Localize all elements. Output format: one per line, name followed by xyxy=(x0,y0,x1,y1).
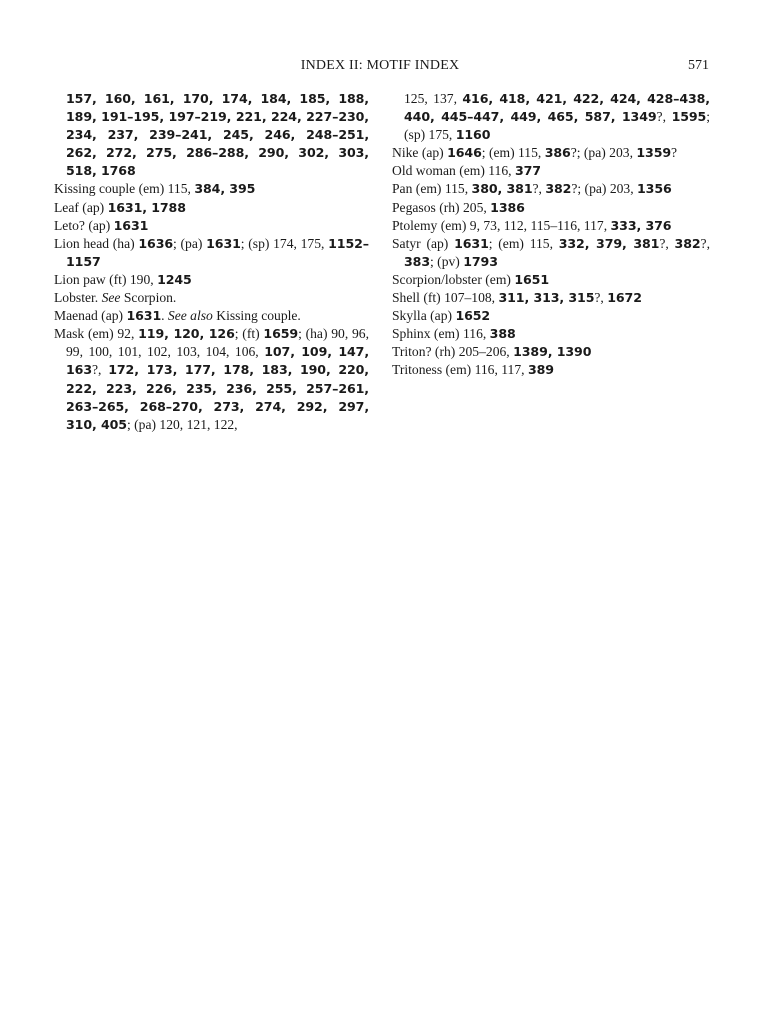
entry-text: ?, xyxy=(700,235,710,251)
catalog-numbers: 382 xyxy=(674,235,701,251)
entry-text: Maenad (ap) xyxy=(54,308,127,324)
entry-text: ?, xyxy=(92,362,109,378)
index-entry-continuation xyxy=(392,90,710,144)
catalog-numbers: 384, 395 xyxy=(194,181,256,197)
entry-text: Scorpion/lobster (em) xyxy=(392,271,515,287)
entry-text: Leaf (ap) xyxy=(54,199,108,215)
entry-text: 125, 137, xyxy=(404,91,463,106)
catalog-numbers: 383 xyxy=(404,253,430,269)
entry-text: Kissing couple. xyxy=(212,308,301,324)
cross-reference-label: See also xyxy=(167,308,213,324)
index-entry xyxy=(392,343,710,361)
catalog-numbers: 416, 418, 421, 422, 424, 428–438, 440, 445–447, 449, 465, 587, 1349 xyxy=(404,91,710,125)
catalog-numbers: 1356 xyxy=(637,181,672,197)
entry-text: ? xyxy=(671,145,678,161)
catalog-numbers: 157, 160, 161, 170, 174, 184, 185, 188, 189, 191–195, 197–219, 221, 224, 227–230, 234, 237, 239–241, 245, 246, 248–251, 262, 272, 275, 286–288, 290, 302, 303, 518, 1768 xyxy=(66,91,369,179)
catalog-numbers: 332, 379, 381 xyxy=(558,235,660,251)
entry-text: Pegasos (rh) 205, xyxy=(392,199,491,215)
index-entry xyxy=(392,180,710,198)
entry-text: . xyxy=(161,308,168,324)
entry-text: Mask (em) 92, xyxy=(54,326,139,342)
catalog-numbers: 388 xyxy=(489,326,516,342)
catalog-numbers: 1646 xyxy=(447,145,482,161)
catalog-numbers: 1672 xyxy=(607,290,642,306)
cross-reference-label: See xyxy=(101,290,121,306)
catalog-numbers: 1793 xyxy=(463,253,498,269)
entry-text: Skylla (ap) xyxy=(392,308,456,324)
index-entry-continuation xyxy=(54,90,369,180)
entry-text: Ptolemy (em) 9, 73, 112, 115–116, 117, xyxy=(392,217,611,233)
catalog-numbers: 1652 xyxy=(455,308,491,324)
entry-text: ; (sp) 174, 175, xyxy=(240,235,329,251)
catalog-numbers: 1631, 1788 xyxy=(107,199,186,215)
catalog-numbers: 1389, 1390 xyxy=(513,344,592,360)
catalog-numbers: 1631 xyxy=(113,217,149,233)
catalog-numbers: 382 xyxy=(545,181,572,197)
entry-text: Satyr (ap) xyxy=(392,235,455,251)
catalog-numbers: 333, 376 xyxy=(610,217,672,233)
index-entry xyxy=(54,271,369,289)
entry-text: Kissing couple (em) 115, xyxy=(54,181,195,197)
entry-text: ?, xyxy=(594,290,608,306)
catalog-numbers: 107, 109, 147, 163 xyxy=(66,344,370,378)
index-entry xyxy=(392,235,710,271)
catalog-numbers: 172, 173, 177, 178, 183, 190, 220, 222, 223, 226, 235, 236, 255, 257–261, 263–265, 268–270, 273, 274, 292, 297, 310, 405 xyxy=(66,362,369,432)
entry-text: ; (em) 115, xyxy=(488,235,559,251)
index-entry xyxy=(392,361,710,379)
entry-text: Sphinx (em) 116, xyxy=(392,326,490,342)
index-entry xyxy=(54,289,369,307)
catalog-numbers: 311, 313, 315 xyxy=(498,290,595,306)
catalog-numbers: 1245 xyxy=(157,271,192,287)
index-column-right xyxy=(392,90,710,380)
index-entry xyxy=(392,162,710,180)
index-entry xyxy=(54,325,369,434)
entry-text: Tritoness (em) 116, 117, xyxy=(392,362,528,378)
entry-text: Shell (ft) 107–108, xyxy=(392,290,499,306)
entry-text: ?, xyxy=(532,181,546,197)
catalog-numbers: 377 xyxy=(514,163,541,179)
entry-text: Pan (em) 115, xyxy=(392,181,472,197)
entry-text: ?; (pa) 203, xyxy=(570,145,637,161)
catalog-numbers: 1631 xyxy=(126,308,162,324)
catalog-numbers: 380, 381 xyxy=(471,181,533,197)
catalog-numbers: 1386 xyxy=(490,199,525,215)
entry-text: Lobster. xyxy=(54,290,102,306)
index-entry xyxy=(392,199,710,217)
index-column-left xyxy=(54,90,369,434)
catalog-numbers: 1359 xyxy=(636,145,672,161)
entry-text: Scorpion. xyxy=(120,290,177,306)
entry-text: ?; (pa) 203, xyxy=(571,181,638,197)
catalog-numbers: 389 xyxy=(527,362,554,378)
header-title: INDEX II: MOTIF INDEX xyxy=(300,58,460,73)
catalog-numbers: 386 xyxy=(544,145,571,161)
catalog-numbers: 1651 xyxy=(514,271,549,287)
entry-text: Lion paw (ft) 190, xyxy=(54,271,158,287)
catalog-numbers: 1636 xyxy=(138,235,174,251)
index-entry xyxy=(54,235,369,271)
entry-text: ; (ha) 90, 96, 99, 100, 101, 102, 103, 104, 106, xyxy=(66,326,369,360)
index-entry xyxy=(54,307,369,325)
entry-text: Nike (ap) xyxy=(392,145,448,161)
index-entry xyxy=(392,289,710,307)
catalog-numbers: 1160 xyxy=(455,127,491,143)
catalog-numbers: 1631 xyxy=(454,235,489,251)
index-entry xyxy=(392,325,710,343)
entry-text: Triton? (rh) 205–206, xyxy=(392,344,514,360)
catalog-numbers: 1659 xyxy=(263,326,299,342)
entry-text: Old woman (em) 116, xyxy=(392,163,515,179)
index-entry xyxy=(54,217,369,235)
entry-text: ?, xyxy=(656,109,672,125)
index-entry xyxy=(392,217,710,235)
entry-text: ; (em) 115, xyxy=(481,145,545,161)
index-entry xyxy=(392,144,710,162)
index-entry xyxy=(392,307,710,325)
catalog-numbers: 119, 120, 126 xyxy=(138,326,235,342)
index-entry xyxy=(392,271,710,289)
index-entry xyxy=(54,199,369,217)
entry-text: ; (pv) xyxy=(430,253,464,269)
entry-text: ; (pa) xyxy=(173,235,207,251)
entry-text: ?, xyxy=(659,235,675,251)
index-entry xyxy=(54,180,369,198)
entry-text: Leto? (ap) xyxy=(54,217,114,233)
entry-text: ; (ft) xyxy=(234,326,264,342)
catalog-numbers: 1595 xyxy=(671,109,707,125)
page-number: 571 xyxy=(688,58,709,73)
entry-text: ; (pa) 120, 121, 122, xyxy=(126,416,238,432)
entry-text: ; (sp) 175, xyxy=(404,109,710,143)
catalog-numbers: 1152–1157 xyxy=(66,235,369,269)
catalog-numbers: 1631 xyxy=(206,235,241,251)
entry-text: Lion head (ha) xyxy=(54,235,139,251)
